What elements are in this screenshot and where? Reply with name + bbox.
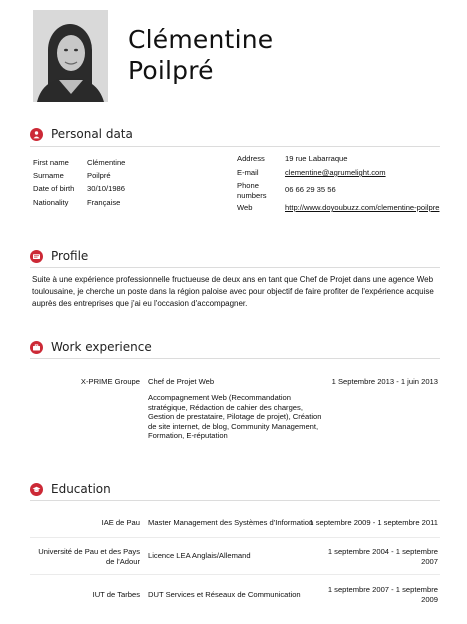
education-org	[38, 547, 140, 566]
dob-label: Date of birth	[33, 184, 75, 193]
row-divider	[30, 537, 440, 538]
education-org	[102, 518, 140, 528]
education-degree: Master Management des Systèmes d'Information	[148, 518, 314, 527]
nationality-label: Nationality	[33, 198, 69, 207]
experience-description: Accompagnement Web (Recommandation stratégique, Rédaction de cahier des charges, Gestion de prestataire, Pilotage de projet), Création de site internet, de blog, Community Management, Formation, E-réputation	[148, 393, 322, 440]
first-name-value: Clémentine	[87, 158, 126, 167]
section-rule	[30, 358, 440, 359]
experience-role: Chef de Projet Web	[148, 377, 215, 386]
section-header-experience	[30, 340, 152, 354]
education-degree: Licence LEA Anglais/Allemand	[148, 551, 251, 560]
experience-company: X-PRIME Groupe	[80, 377, 140, 386]
education-degree: DUT Services et Réseaux de Communication	[148, 590, 301, 599]
first-name: Clémentine	[128, 25, 274, 54]
last-name: Poilpré	[128, 56, 214, 85]
education-date	[328, 585, 438, 604]
section-rule	[30, 267, 440, 268]
dob-value: 30/10/1986	[87, 184, 126, 193]
profile-photo	[33, 10, 108, 102]
section-title-experience: Work experience	[51, 340, 152, 354]
education-date-line2: 2009	[421, 594, 438, 604]
education-date-line1: 1 septembre 2004 - 1 septembre	[327, 547, 438, 556]
education-org-line1: Université de Pau et des Pays	[38, 547, 140, 556]
education-date-line2: 2007	[421, 556, 438, 566]
person-icon	[30, 128, 43, 141]
email-label: E-mail	[237, 168, 259, 177]
section-title-education: Education	[51, 482, 111, 496]
education-date-line1: 1 septembre 2007 - 1 septembre	[327, 585, 438, 594]
education-date	[309, 518, 438, 528]
section-header-personal	[30, 127, 133, 141]
card-icon	[30, 250, 43, 263]
experience-dates: 1 Septembre 2013 - 1 juin 2013	[331, 377, 438, 386]
education-org	[93, 590, 140, 600]
section-rule	[30, 146, 440, 147]
phone-label-line2: numbers	[237, 190, 267, 200]
phone-label	[237, 181, 267, 200]
profile-text: Suite à une expérience professionnelle fructueuse de deux ans en tant que Chef de Projet dans une agence Web toulousaine, je cherche un poste dans la région paloise avec pour objectif de faire profiter de l'expérience acquise auprès des entreprises que j'ai eu l'occasion d'accompagner.	[32, 275, 434, 308]
first-name-label: First name	[33, 158, 69, 167]
education-date	[328, 547, 438, 566]
education-org-line1: IUT de Tarbes	[92, 590, 140, 599]
section-header-profile	[30, 249, 88, 263]
web-label: Web	[237, 203, 253, 212]
row-divider	[30, 574, 440, 575]
surname-label: Surname	[33, 171, 64, 180]
phone-label-line1: Phone	[237, 181, 259, 190]
education-date-line1: 1 septembre 2009 - 1 septembre 2011	[309, 518, 438, 527]
section-title-profile: Profile	[51, 249, 89, 263]
graduation-icon	[30, 483, 43, 496]
email-link[interactable]: clementine@agrumelight.com	[285, 168, 386, 177]
phone-value: 06 66 29 35 56	[285, 185, 336, 194]
address-value: 19 rue Labarraque	[285, 154, 348, 163]
web-link[interactable]: http://www.doyoubuzz.com/clementine-poilpre	[285, 203, 440, 212]
surname-value: Poilpré	[87, 171, 111, 180]
briefcase-icon	[30, 341, 43, 354]
section-header-education	[30, 482, 111, 496]
section-title-personal: Personal data	[51, 127, 133, 141]
section-rule	[30, 500, 440, 501]
address-label: Address	[237, 154, 265, 163]
education-org-line1: IAE de Pau	[101, 518, 140, 527]
full-name	[128, 24, 273, 86]
nationality-value: Française	[87, 198, 121, 207]
education-org-line2: de l'Adour	[106, 556, 140, 566]
